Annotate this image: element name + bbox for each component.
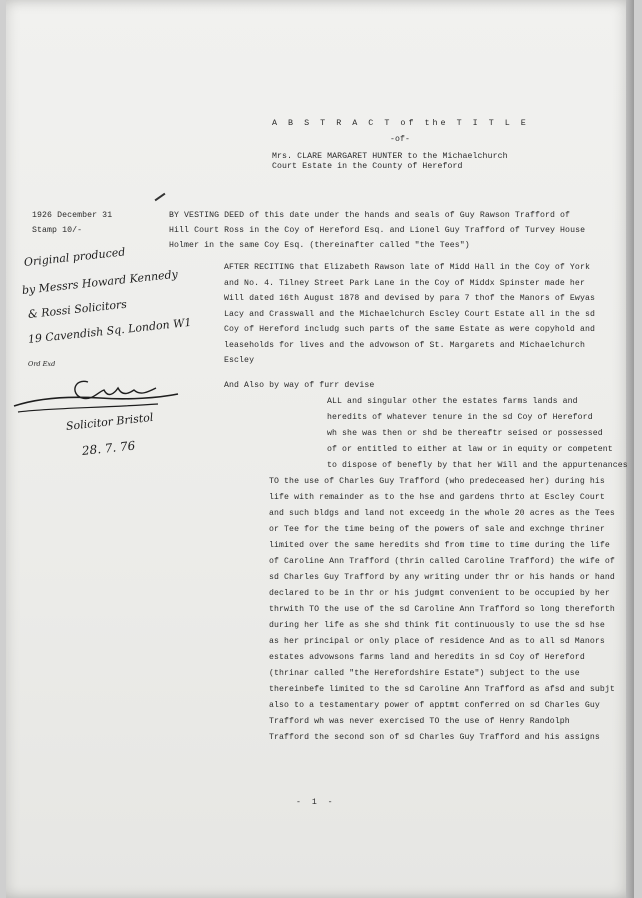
to-line: (thrinar called "the Herefordshire Estate") subject to the use bbox=[269, 669, 580, 678]
indent-line: heredits of whatever tenure in the sd Coy of Hereford bbox=[327, 413, 593, 422]
body-line: BY VESTING DEED of this date under the hands and seals of Guy Rawson Trafford of bbox=[169, 211, 571, 220]
body-line: and No. 4. Tilney Street Park Lane in the Coy of Middx Spinster made her bbox=[224, 279, 585, 288]
to-line: and such bldgs and land not exceedg in the whole 20 acres as the Tees bbox=[269, 509, 615, 518]
to-line: of Caroline Ann Trafford (thrin called Caroline Trafford) the wife of bbox=[269, 557, 615, 566]
document-page bbox=[6, 0, 634, 898]
body-line: Lacy and Crasswall and the Michaelchurch Escley Court Estate all in the sd bbox=[224, 310, 595, 319]
margin-date: 1926 December 31 bbox=[32, 211, 113, 220]
handwriting-line: 19 Cavendish Sq. London W1 bbox=[27, 315, 192, 346]
body-line: Holmer in the same Coy Esq. (thereinafter called "the Tees") bbox=[169, 241, 470, 250]
handwriting-line: by Messrs Howard Kennedy bbox=[21, 267, 179, 297]
handwriting-line: & Rossi Solicitors bbox=[27, 297, 128, 321]
to-line: limited over the same heredits shd from time to time during the life bbox=[269, 541, 610, 550]
to-line: estates advowsons farms land and heredits in sd Coy of Hereford bbox=[269, 653, 585, 662]
to-line: Trafford wh was never exercised TO the use of Henry Randolph bbox=[269, 717, 570, 726]
body-line: leaseholds for lives and the advowson of St. Margarets and Michaelchurch bbox=[224, 341, 585, 350]
body-line: Hill Court Ross in the Coy of Hereford Esq. and Lionel Guy Trafford of Turvey House bbox=[169, 226, 586, 235]
indent-line: of or entitled to either at law or in equity or competent bbox=[327, 445, 613, 454]
indent-line: wh she was then or shd be thereaftr seised or possessed bbox=[327, 429, 603, 438]
body-line: Will dated 16th August 1878 and devised by para 7 thof the Manors of Ewyas bbox=[224, 294, 595, 303]
subtitle-line-1: Mrs. CLARE MARGARET HUNTER to the Michaelchurch bbox=[272, 152, 508, 161]
body-line: Escley bbox=[224, 356, 255, 365]
body-line: Coy of Hereford includg such parts of the same Estate as were copyhold and bbox=[224, 325, 595, 334]
document-title: A B S T R A C T of the T I T L E bbox=[272, 118, 529, 128]
body-line: And Also by way of furr devise bbox=[224, 381, 375, 390]
indent-line: to dispose of benefly by that her Will and the appurtenances bbox=[327, 461, 628, 470]
to-line: also to a testamentary power of apptmt conferred on sd Charles Guy bbox=[269, 701, 600, 710]
handwriting-line: Solicitor Bristol bbox=[65, 410, 154, 433]
to-line: sd Charles Guy Trafford by any writing under thr or his hands or hand bbox=[269, 573, 615, 582]
to-line: life with remainder as to the hse and gardens thrto at Escley Court bbox=[269, 493, 605, 502]
to-line: during her life as she shd think fit continuously to use the sd hse bbox=[269, 621, 605, 630]
to-line: TO the use of Charles Guy Trafford (who predeceased her) during his bbox=[269, 477, 605, 486]
margin-stamp: Stamp 10/- bbox=[32, 226, 83, 235]
margin-slash bbox=[155, 193, 166, 202]
to-line: or Tee for the time being of the powers of sale and exchnge thriner bbox=[269, 525, 605, 534]
handwriting-date: 28. 7. 76 bbox=[81, 438, 136, 458]
handwriting-line: Original produced bbox=[23, 245, 126, 269]
of-line: -of- bbox=[390, 135, 411, 144]
to-line: thrwith TO the use of the sd Caroline Ann Trafford so long thereforth bbox=[269, 605, 615, 614]
page-shadow-edge bbox=[626, 0, 634, 898]
to-line: declared to be in thr or his judgmt convenient to be occupied by her bbox=[269, 589, 610, 598]
to-line: thereinbefe limited to the sd Caroline Ann Trafford as afsd and subjt bbox=[269, 685, 615, 694]
indent-line: ALL and singular other the estates farms lands and bbox=[327, 397, 578, 406]
to-line: as her principal or only place of residence And as to all sd Manors bbox=[269, 637, 605, 646]
handwriting-line: Ord Exd bbox=[28, 360, 56, 368]
subtitle-line-2: Court Estate in the County of Hereford bbox=[272, 162, 463, 171]
body-line: AFTER RECITING that Elizabeth Rawson late of Midd Hall in the Coy of York bbox=[224, 263, 590, 272]
to-line: Trafford the second son of sd Charles Guy Trafford and his assigns bbox=[269, 733, 600, 742]
page-number: - 1 - bbox=[296, 798, 336, 807]
